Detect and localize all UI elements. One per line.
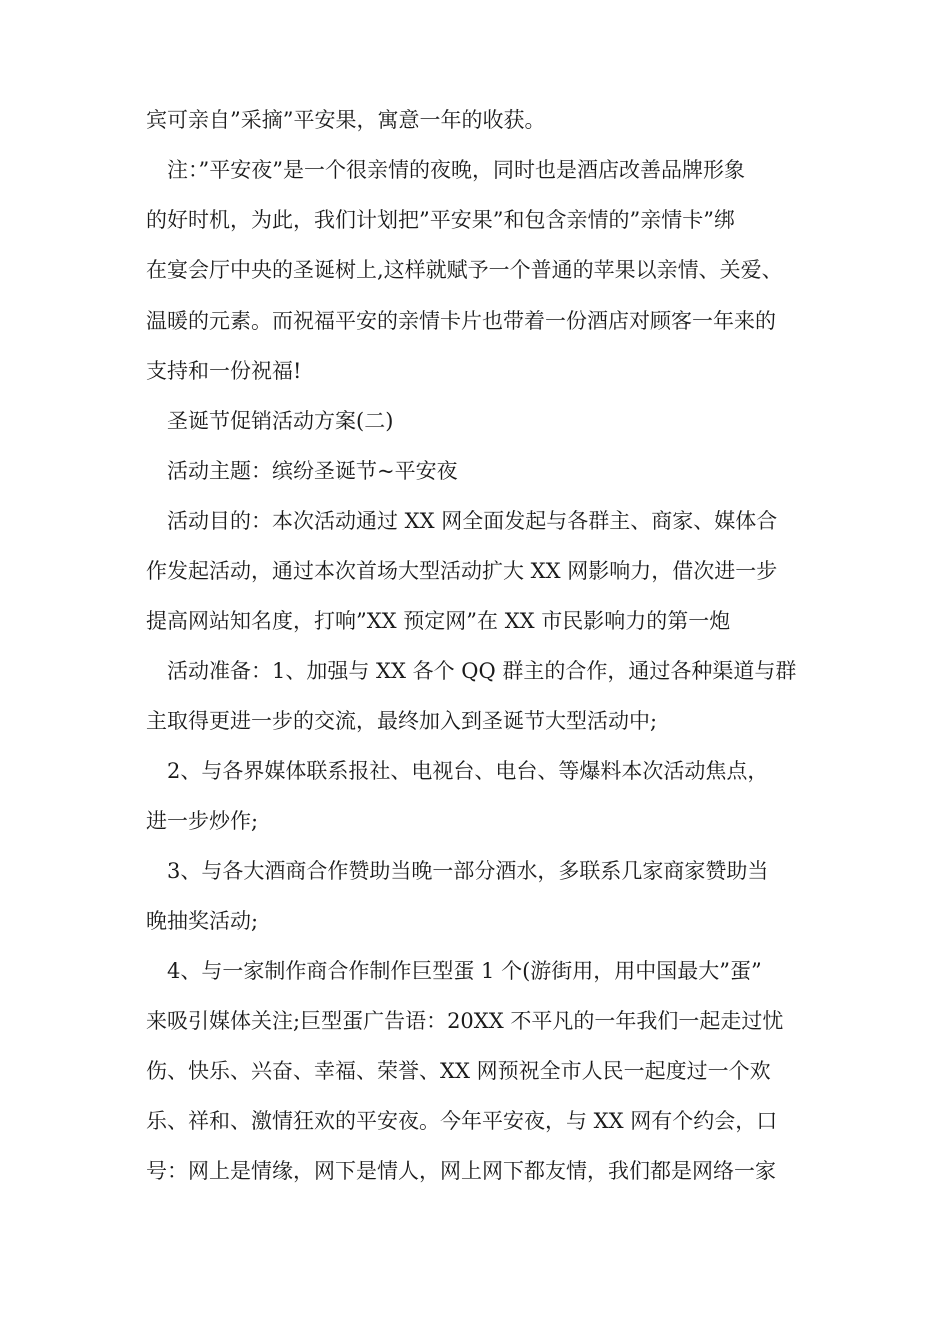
text-line: 来吸引媒体关注;巨型蛋广告语：20XX 不平凡的一年我们一起走过忧 <box>146 1009 784 1033</box>
text-line: 伤、快乐、兴奋、幸福、荣誉、XX 网预祝全市人民一起度过一个欢 <box>146 1059 771 1083</box>
text-line: 的好时机，为此，我们计划把”平安果”和包含亲情的”亲情卡”绑 <box>146 208 735 232</box>
text-line: 作发起活动，通过本次首场大型活动扩大 XX 网影响力，借次进一步 <box>146 559 778 583</box>
section-heading: 圣诞节促销活动方案(二) <box>146 409 394 433</box>
text-line: 活动主题：缤纷圣诞节~平安夜 <box>146 459 458 483</box>
text-line: 3、与各大酒商合作赞助当晚一部分酒水，多联系几家商家赞助当 <box>146 859 769 883</box>
text-line: 2、与各界媒体联系报社、电视台、电台、等爆料本次活动焦点， <box>146 759 769 783</box>
text-line: 进一步炒作; <box>146 809 259 833</box>
text-line: 宾可亲自”采摘”平安果，寓意一年的收获。 <box>146 108 546 132</box>
text-line: 支持和一份祝福! <box>146 359 302 383</box>
text-line: 主取得更进一步的交流，最终加入到圣诞节大型活动中; <box>146 709 658 733</box>
text-line: 活动准备：1、加强与 XX 各个 QQ 群主的合作，通过各种渠道与群 <box>146 659 797 683</box>
text-line: 温暖的元素。而祝福平安的亲情卡片也带着一份酒店对顾客一年来的 <box>146 309 776 333</box>
text-line: 乐、祥和、激情狂欢的平安夜。今年平安夜，与 XX 网有个约会，口 <box>146 1109 778 1133</box>
text-line: 活动目的：本次活动通过 XX 网全面发起与各群主、商家、媒体合 <box>146 509 778 533</box>
text-line: 在宴会厅中央的圣诞树上,这样就赋予一个普通的苹果以亲情、关爱、 <box>146 258 783 282</box>
text-line: 4、与一家制作商合作制作巨型蛋 1 个(游街用，用中国最大”蛋” <box>146 959 762 983</box>
text-line: 提高网站知名度，打响”XX 预定网”在 XX 市民影响力的第一炮 <box>146 609 731 633</box>
text-line: 注：”平安夜”是一个很亲情的夜晚，同时也是酒店改善品牌形象 <box>146 158 745 182</box>
text-line: 晚抽奖活动; <box>146 909 259 933</box>
text-line: 号：网上是情缘，网下是情人，网上网下都友情，我们都是网络一家 <box>146 1159 776 1183</box>
